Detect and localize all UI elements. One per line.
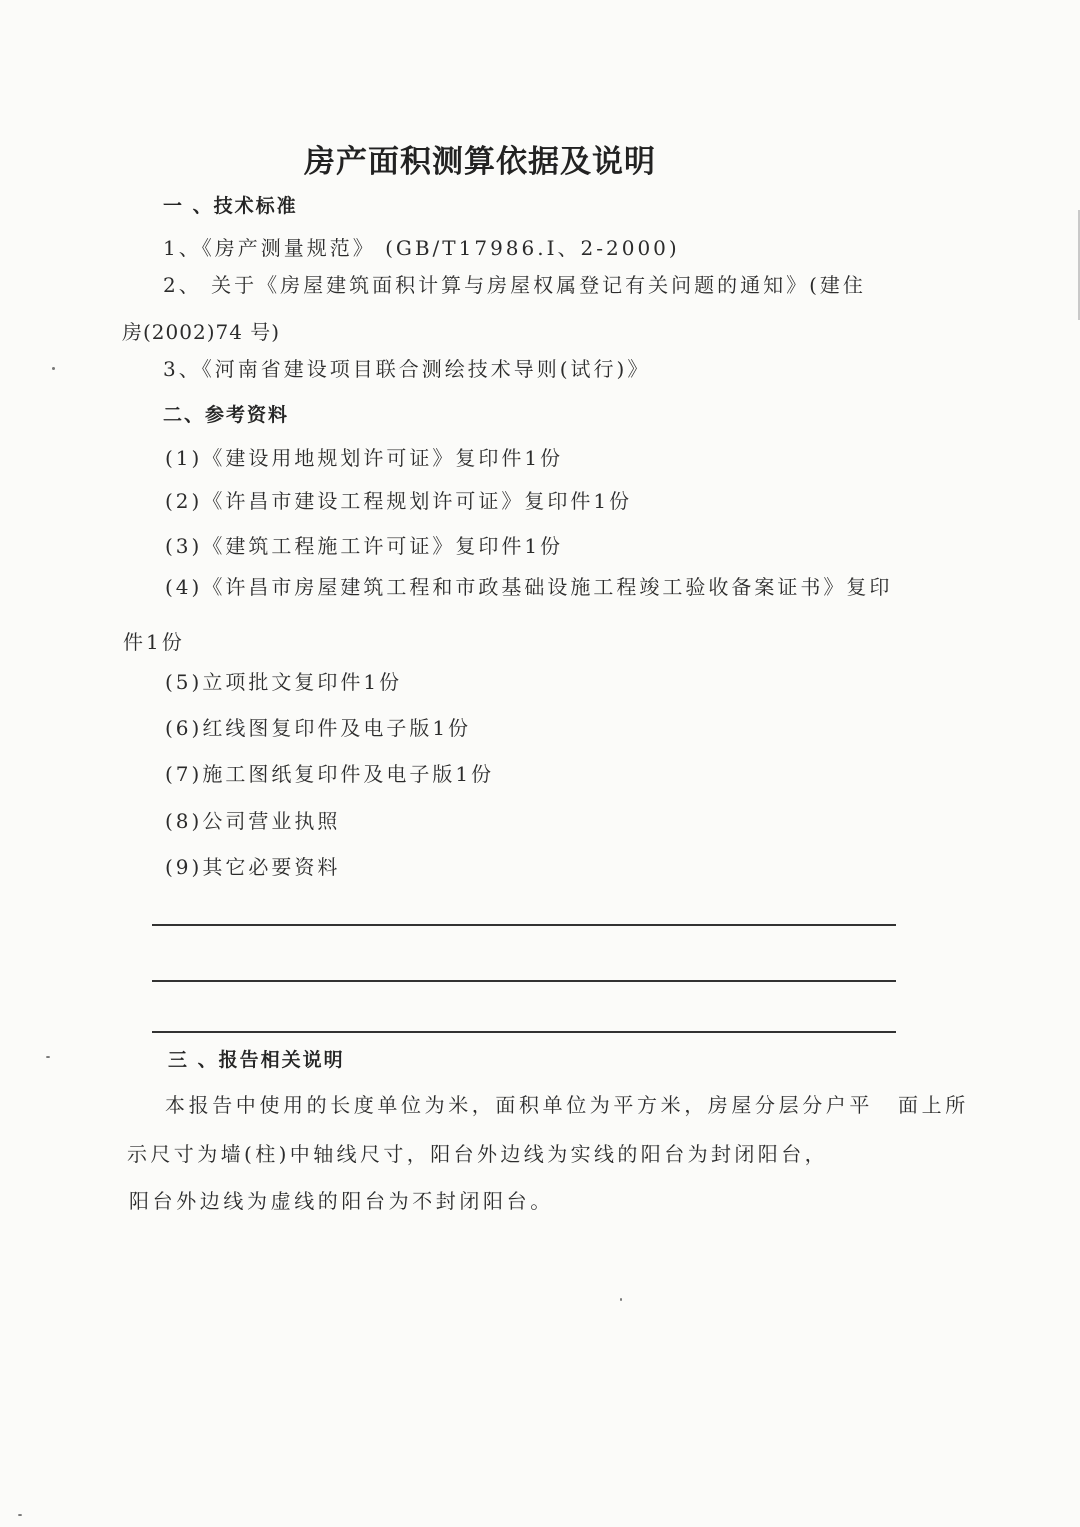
report-note-line-1: 本报告中使用的长度单位为米，面积单位为平方米，房屋分层分户平 [165,1093,873,1117]
reference-item-4-continued: 件1份 [123,630,185,654]
blank-line-2 [152,980,896,982]
reference-item-1: (1)《建设用地规划许可证》复印件1份 [165,446,564,470]
section-heading-technical-standards: 一 、技术标准 [163,195,298,217]
reference-item-6: (6)红线图复印件及电子版1份 [165,716,472,740]
reference-item-8: (8)公司营业执照 [165,809,341,833]
blank-line-1 [152,924,896,926]
reference-item-5: (5)立项批文复印件1份 [165,670,403,694]
reference-item-4: (4)《许昌市房屋建筑工程和市政基础设施工程竣工验收备案证书》复印 [165,575,893,599]
standard-item-1: 1、《房产测量规范》 (GB/T17986.I、2-2000) [163,236,680,260]
standard-item-2-continued: 房(2002)74 号) [122,320,281,344]
reference-item-3: (3)《建筑工程施工许可证》复印件1份 [165,534,564,558]
reference-item-7: (7)施工图纸复印件及电子版1份 [165,762,495,786]
reference-item-2: (2)《许昌市建设工程规划许可证》复印件1份 [165,489,633,513]
reference-item-9: (9)其它必要资料 [165,855,341,879]
section-heading-references: 二、参考资料 [163,404,290,426]
scan-speck [52,367,55,370]
section-heading-report-notes: 三 、报告相关说明 [168,1049,345,1071]
scan-speck [46,1056,50,1058]
report-note-line-2: 示尺寸为墙(柱)中轴线尺寸，阳台外边线为实线的阳台为封闭阳台， [127,1142,829,1166]
report-note-line-3: 阳台外边线为虚线的阳台为不封闭阳台。 [129,1189,554,1213]
blank-line-3 [152,1031,896,1033]
standard-item-3: 3、《河南省建设项目联合测绘技术导则(试行)》 [163,357,651,381]
scan-speck [620,1298,622,1301]
scan-speck [18,1514,22,1516]
standard-item-2: 2、 关于《房屋建筑面积计算与房屋权属登记有关问题的通知》(建住 [163,273,866,297]
report-note-line-1-end: 面上所 [898,1093,969,1117]
document-title: 房产面积测算依据及说明 [304,144,656,180]
